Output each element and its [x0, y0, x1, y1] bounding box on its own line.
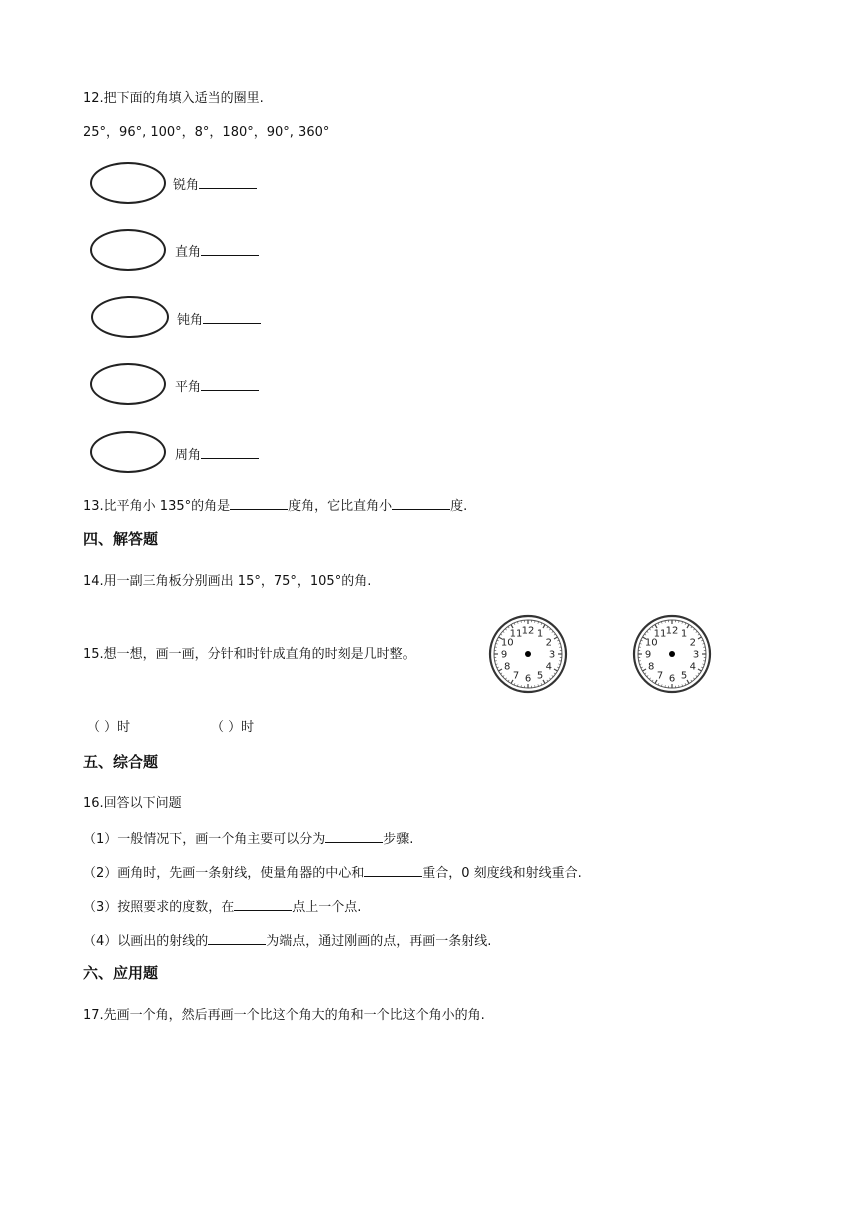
q16-step1-text: （1）一般情况下，画一个角主要可以分为 [83, 832, 326, 847]
right-label: 直角 [175, 245, 202, 260]
clock-number: 9 [644, 649, 652, 661]
q12-angles: 25°，96°, 100°，8°，180°，90°, 360° [83, 125, 330, 140]
acute-circle[interactable] [90, 162, 166, 204]
q16-step2-end: 重合，0 刻度线和射线重合. [422, 866, 582, 881]
clock-number: 10 [644, 637, 658, 649]
q15-answer-1: （ ）时 [87, 720, 131, 735]
round-blank[interactable] [201, 446, 259, 459]
clock-number: 11 [509, 628, 523, 640]
obtuse-blank[interactable] [203, 311, 261, 324]
acute-blank[interactable] [199, 176, 257, 189]
q15-answer-2: （ ）时 [211, 720, 255, 735]
obtuse-label: 钝角 [177, 313, 204, 328]
clock-number: 11 [653, 628, 667, 640]
clock-number: 5 [536, 670, 544, 682]
clock-number: 6 [524, 673, 532, 685]
right-circle[interactable] [90, 229, 166, 271]
clock-number: 10 [500, 637, 514, 649]
q16-step3-text: （3）按照要求的度数，在 [83, 900, 235, 915]
clock-number: 7 [656, 670, 664, 682]
section-6-heading: 六、应用题 [83, 964, 159, 982]
acute-label-row [173, 176, 257, 194]
clock-number: 7 [512, 670, 520, 682]
clock-number: 3 [692, 649, 700, 661]
straight-blank[interactable] [201, 378, 259, 391]
round-label-row [175, 446, 259, 464]
obtuse-label-row [177, 311, 261, 329]
section-4-heading: 四、解答题 [83, 530, 159, 548]
clock-number: 6 [668, 673, 676, 685]
q16-step4 [83, 932, 491, 950]
clock-number: 2 [545, 637, 552, 649]
acute-label: 锐角 [173, 178, 200, 193]
section-5-heading: 五、综合题 [83, 753, 159, 771]
right-label-row [175, 243, 259, 261]
q17-text: 17.先画一个角，然后再画一个比这个角大的角和一个比这个角小的角. [83, 1008, 485, 1023]
round-circle[interactable] [90, 431, 166, 473]
round-label: 周角 [175, 448, 202, 463]
clock-number: 3 [548, 649, 556, 661]
right-blank[interactable] [201, 243, 259, 256]
clock-number: 1 [680, 628, 688, 640]
clock-number: 12 [665, 625, 679, 637]
q16-step1-end: 步骤. [383, 832, 414, 847]
q16-step2-text: （2）画角时，先画一条射线，使量角器的中心和 [83, 866, 365, 881]
q13-part3: 度. [450, 499, 468, 514]
clock-number: 9 [500, 649, 508, 661]
q13-part1: 13.比平角小 135°的角是 [83, 499, 231, 514]
q13-part2: 度角，它比直角小 [288, 499, 393, 514]
q16-title: 16.回答以下问题 [83, 796, 182, 811]
q16-step1-blank[interactable] [325, 830, 383, 843]
clock-number: 5 [680, 670, 688, 682]
q12-title: 12.把下面的角填入适当的圈里. [83, 91, 264, 106]
q15-text: 15.想一想，画一画，分针和时针成直角的时刻是几时整。 [83, 647, 416, 662]
clock-face-1-icon[interactable] [486, 613, 570, 695]
q16-step4-text: （4）以画出的射线的 [83, 934, 209, 949]
q13-line [83, 497, 467, 515]
q16-step4-blank[interactable] [208, 932, 266, 945]
q13-blank2[interactable] [392, 497, 450, 510]
straight-label-row [175, 378, 259, 396]
q13-blank1[interactable] [230, 497, 288, 510]
q16-step4-end: 为端点，通过刚画的点，再画一条射线. [266, 934, 492, 949]
clock-number: 2 [689, 637, 696, 649]
q16-step3-end: 点上一个点. [292, 900, 362, 915]
clock-number: 12 [521, 625, 535, 637]
clock-number: 8 [504, 661, 511, 673]
q16-step3-blank[interactable] [234, 898, 292, 911]
obtuse-circle[interactable] [91, 296, 169, 338]
clock-number: 4 [545, 661, 552, 673]
q16-step3 [83, 898, 361, 916]
q16-step1 [83, 830, 413, 848]
q14-text: 14.用一副三角板分别画出 15°，75°，105°的角. [83, 574, 372, 589]
clock-number: 1 [536, 628, 544, 640]
straight-circle[interactable] [90, 363, 166, 405]
q16-step2-blank[interactable] [364, 864, 422, 877]
clock-number: 4 [689, 661, 696, 673]
q16-step2 [83, 864, 582, 882]
clock-number: 8 [648, 661, 655, 673]
clock-face-2-icon[interactable] [630, 613, 714, 695]
straight-label: 平角 [175, 380, 202, 395]
